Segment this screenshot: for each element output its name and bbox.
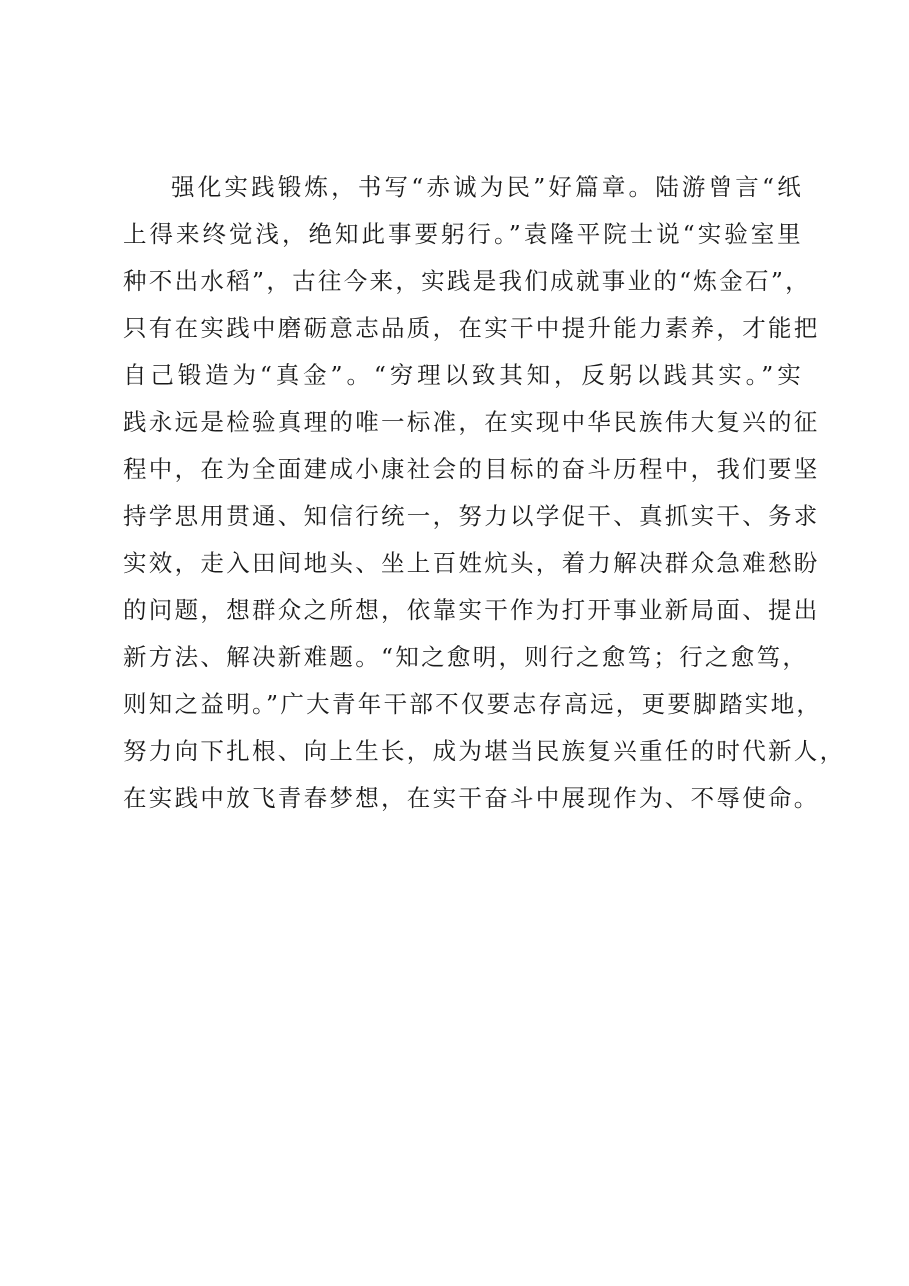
- paragraph-line: 践永远是检验真理的唯一标准，在实现中华民族伟大复兴的征: [123, 408, 820, 436]
- body-paragraph: [123, 164, 846, 822]
- paragraph-line: 在实践中放飞青春梦想，在实干奋斗中展现作为、不辱使命。: [123, 784, 820, 812]
- paragraph-line: 实效，走入田间地头、坐上百姓炕头，着力解决群众急难愁盼: [123, 549, 820, 577]
- paragraph-line: 新方法、解决新难题。“知之愈明，则行之愈笃；行之愈笃，: [123, 643, 809, 671]
- paragraph-line: 自己锻造为“真金”。“穷理以致其知，反躬以践其实。”实: [123, 361, 803, 389]
- paragraph-line: 强化实践锻炼，书写“赤诚为民”好篇章。陆游曾言“纸: [171, 173, 803, 201]
- paragraph-line: 的问题，想群众之所想，依靠实干作为打开事业新局面、提出: [123, 596, 820, 624]
- paragraph-line: 上得来终觉浅，绝知此事要躬行。”袁隆平院士说“实验室里: [123, 220, 803, 248]
- paragraph-line: 只有在实践中磨砺意志品质，在实干中提升能力素养，才能把: [123, 314, 820, 342]
- paragraph-line: 持学思用贯通、知信行统一，努力以学促干、真抓实干、务求: [123, 502, 820, 530]
- paragraph-line: 程中，在为全面建成小康社会的目标的奋斗历程中，我们要坚: [123, 455, 820, 483]
- paragraph-line: 则知之益明。”广大青年干部不仅要志存高远，更要脚踏实地，: [123, 690, 823, 718]
- paragraph-line: 种不出水稻”，古往今来，实践是我们成就事业的“炼金石”，: [123, 267, 811, 295]
- paragraph-line: 努力向下扎根、向上生长，成为堪当民族复兴重任的时代新人，: [123, 737, 846, 765]
